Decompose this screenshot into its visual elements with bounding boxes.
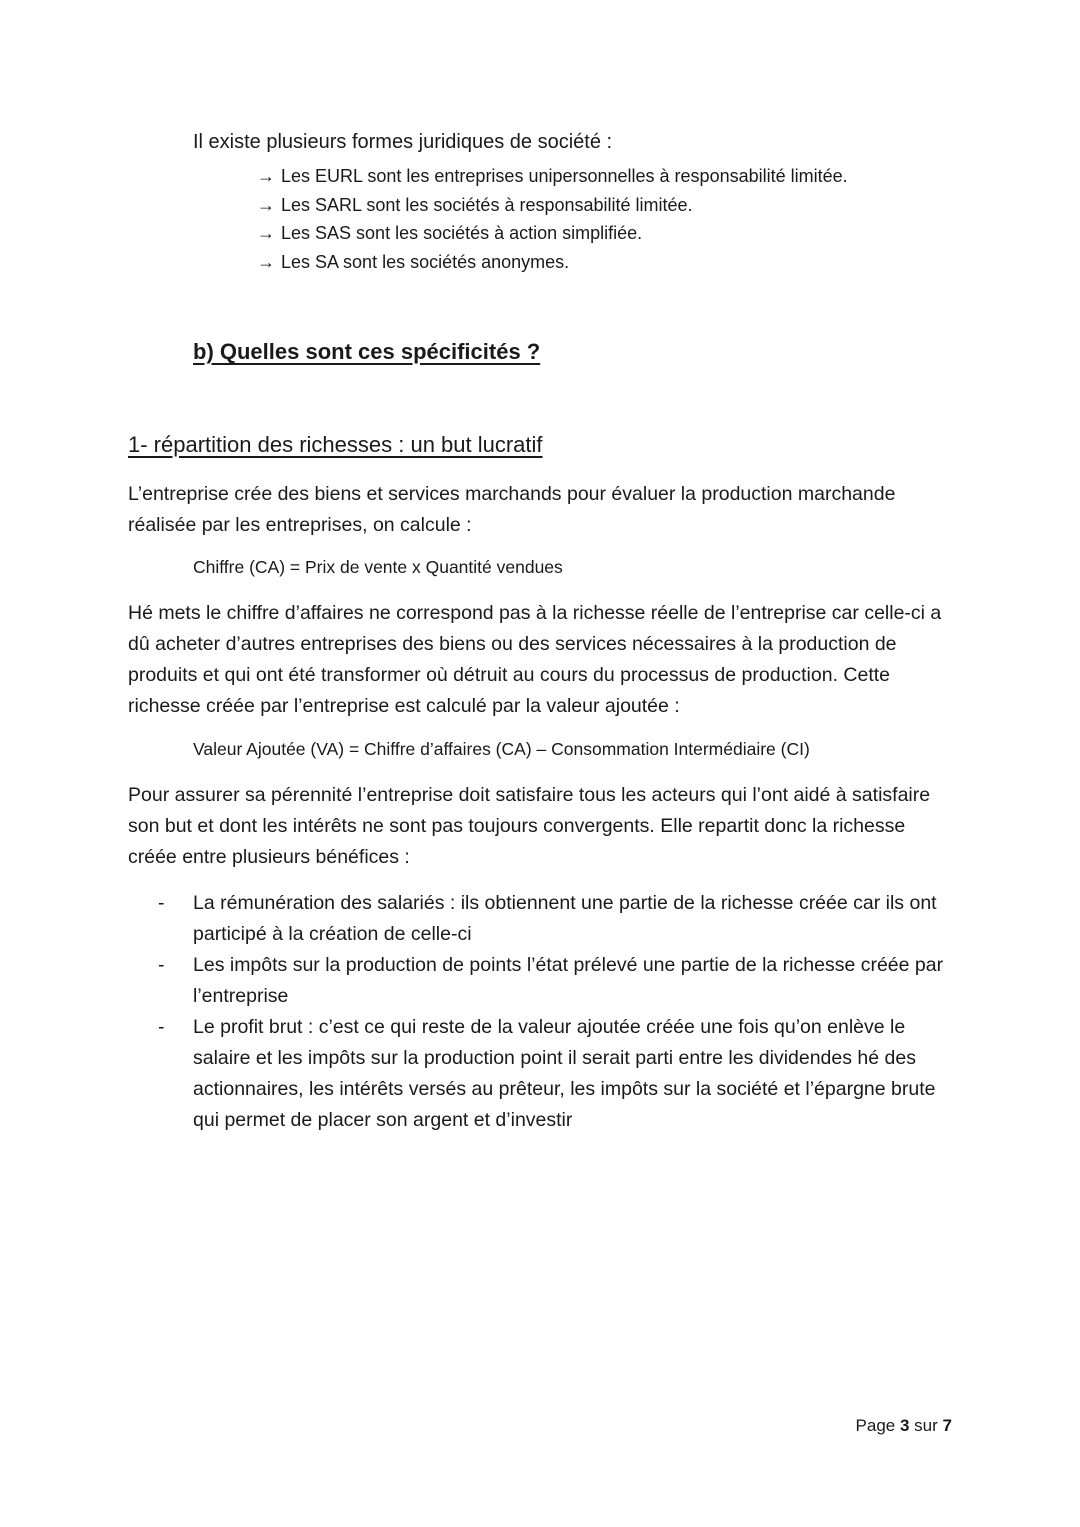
of-label: sur [914,1416,938,1435]
formula-chiffre-affaires: Chiffre (CA) = Prix de vente x Quantité vendues [193,557,563,577]
list-item [257,191,848,220]
list-item [150,888,960,950]
legal-form-sarl: Les SARL sont les sociétés à responsabilité limitée. [281,194,693,215]
dash-bullet: - [158,954,165,976]
formula-valeur-ajoutee: Valeur Ajoutée (VA) = Chiffre d’affaires (CA) – Consommation Intermédiaire (CI) [193,739,810,759]
legal-forms-list [257,162,848,276]
total-pages: 7 [942,1416,952,1435]
legal-form-sas: Les SAS sont les sociétés à action simplifiée. [281,223,643,244]
list-item [257,162,848,191]
paragraph-production: L’entreprise crée des biens et services marchands pour évaluer la production marchande réalisée par les entreprises, on calcule : [128,483,896,536]
section-b-heading: b) Quelles sont ces spécificités ? [193,339,541,364]
subsection-1-heading: 1- répartition des richesses : un but lucratif [128,432,543,457]
intro-text: Il existe plusieurs formes juridiques de société : [193,131,613,153]
paragraph-perennite: Pour assurer sa pérennité l’entreprise doit satisfaire tous les acteurs qui l’ont aidé à satisfaire son but et dont les intérêts ne sont pas toujours convergents. Elle repartit donc la richesse créée entre plusieurs bénéfices : [128,784,931,868]
page-label: Page [855,1416,896,1435]
paragraph-valeur-ajoutee: Hé mets le chiffre d’affaires ne correspond pas à la richesse réelle de l’entreprise car celle-ci a dû acheter d’autres entreprises des biens ou des services nécessaires à la production de produits et qui ont été transformer où détruit au cours du processus de production. Cette richesse créée par l’entreprise est calculé par la valeur ajoutée : [128,602,942,717]
wealth-distribution-list [150,888,960,1136]
bullet-profit-brut: Le profit brut : c’est ce qui reste de la valeur ajoutée créée une fois qu’on enlève le salaire et les impôts sur la production point il serait parti entre les dividendes hé des actionnaires, les intérêts versés au prêteur, les impôts sur la société et l’épargne brute qui permet de placer son argent et d’investir [193,1016,936,1131]
bullet-impots: Les impôts sur la production de points l’état prélevé une partie de la richesse créée par l’entreprise [193,954,944,1007]
list-item [150,950,960,1012]
list-item [257,219,848,248]
arrow-icon: → [257,223,275,244]
bullet-remuneration: La rémunération des salariés : ils obtiennent une partie de la richesse créée car ils ont participé à la création de celle-ci [193,892,937,945]
arrow-icon: → [257,166,275,186]
legal-form-sa: Les SA sont les sociétés anonymes. [281,251,570,272]
dash-bullet: - [158,1016,165,1038]
list-item [257,248,848,277]
dash-bullet: - [158,892,165,914]
page-footer [856,1416,952,1436]
arrow-icon: → [257,194,275,215]
arrow-icon: → [257,251,275,272]
legal-form-eurl: Les EURL sont les entreprises unipersonnelles à responsabilité limitée. [281,166,848,186]
list-item [150,1012,960,1136]
page-number: 3 [899,1416,910,1435]
